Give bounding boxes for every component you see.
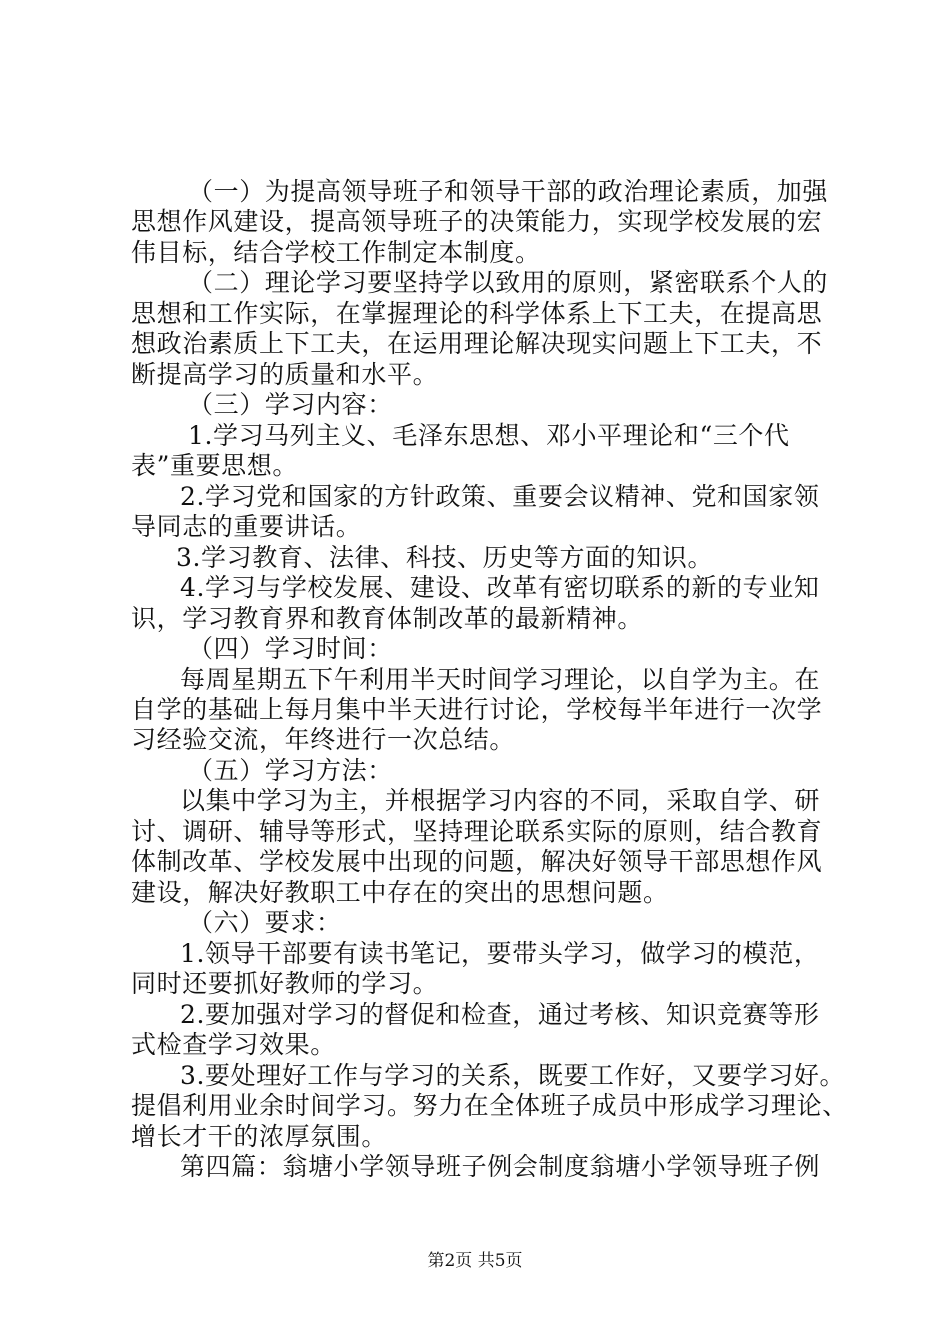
text-line: 提倡利用业余时间学习。努力在全体班子成员中形成学习理论、 bbox=[131, 1091, 848, 1120]
page-footer bbox=[0, 1250, 950, 1272]
text-line: （一）为提高领导班子和领导干部的政治理论素质，加强 bbox=[188, 177, 829, 206]
text-line: 3.学习教育、法律、科技、历史等方面的知识。 bbox=[176, 543, 714, 572]
text-line: 式检查学习效果。 bbox=[131, 1030, 336, 1059]
text-line: 自学的基础上每月集中半天进行讨论，学校每半年进行一次学 bbox=[131, 695, 823, 724]
text-line: （二）理论学习要坚持学以致用的原则，紧密联系个人的 bbox=[188, 268, 829, 297]
text-line: 增长才干的浓厚氛围。 bbox=[131, 1122, 388, 1151]
text-line: 以集中学习为主，并根据学习内容的不同，采取自学、研 bbox=[180, 786, 821, 815]
text-line: 1.学习马列主义、毛泽东思想、邓小平理论和“三个代 bbox=[188, 421, 790, 450]
text-line: 1.领导干部要有读书笔记，要带头学习，做学习的模范， bbox=[180, 939, 820, 968]
text-line: 习经验交流，年终进行一次总结。 bbox=[131, 725, 516, 754]
text-line: 伟目标，结合学校工作制定本制度。 bbox=[131, 238, 541, 267]
text-line: 4.学习与学校发展、建设、改革有密切联系的新的专业知 bbox=[180, 573, 820, 602]
text-line: 导同志的重要讲话。 bbox=[131, 512, 362, 541]
text-line: 2.学习党和国家的方针政策、重要会议精神、党和国家领 bbox=[180, 482, 820, 511]
text-line: 每周星期五下午利用半天时间学习理论，以自学为主。在 bbox=[180, 665, 821, 694]
text-line: 建设，解决好教职工中存在的突出的思想问题。 bbox=[131, 878, 669, 907]
text-line: （五）学习方法： bbox=[188, 756, 393, 785]
text-line: （三）学习内容： bbox=[188, 390, 393, 419]
text-line: 第四篇：翁塘小学领导班子例会制度翁塘小学领导班子例 bbox=[180, 1152, 821, 1181]
text-line: 断提高学习的质量和水平。 bbox=[131, 360, 439, 389]
text-line: 识，学习教育界和教育体制改革的最新精神。 bbox=[131, 604, 644, 633]
page-number-label: 第2页 共5页 bbox=[427, 1251, 523, 1271]
text-line: （六）要求： bbox=[188, 908, 342, 937]
text-line: 3.要处理好工作与学习的关系，既要工作好，又要学习好。 bbox=[180, 1061, 846, 1090]
text-line: 思想和工作实际，在掌握理论的科学体系上下工夫，在提高思 bbox=[131, 299, 823, 328]
text-line: 体制改革、学校发展中出现的问题，解决好领导干部思想作风 bbox=[131, 847, 823, 876]
text-line: 同时还要抓好教师的学习。 bbox=[131, 969, 439, 998]
text-line: 2.要加强对学习的督促和检查，通过考核、知识竞赛等形 bbox=[180, 1000, 820, 1029]
text-line: 想政治素质上下工夫，在运用理论解决现实问题上下工夫，不 bbox=[131, 329, 823, 358]
text-line: 思想作风建设，提高领导班子的决策能力，实现学校发展的宏 bbox=[131, 207, 823, 236]
text-line: 讨、调研、辅导等形式，坚持理论联系实际的原则，结合教育 bbox=[131, 817, 823, 846]
text-line: 表”重要思想。 bbox=[131, 451, 298, 480]
text-line: （四）学习时间： bbox=[188, 634, 393, 663]
